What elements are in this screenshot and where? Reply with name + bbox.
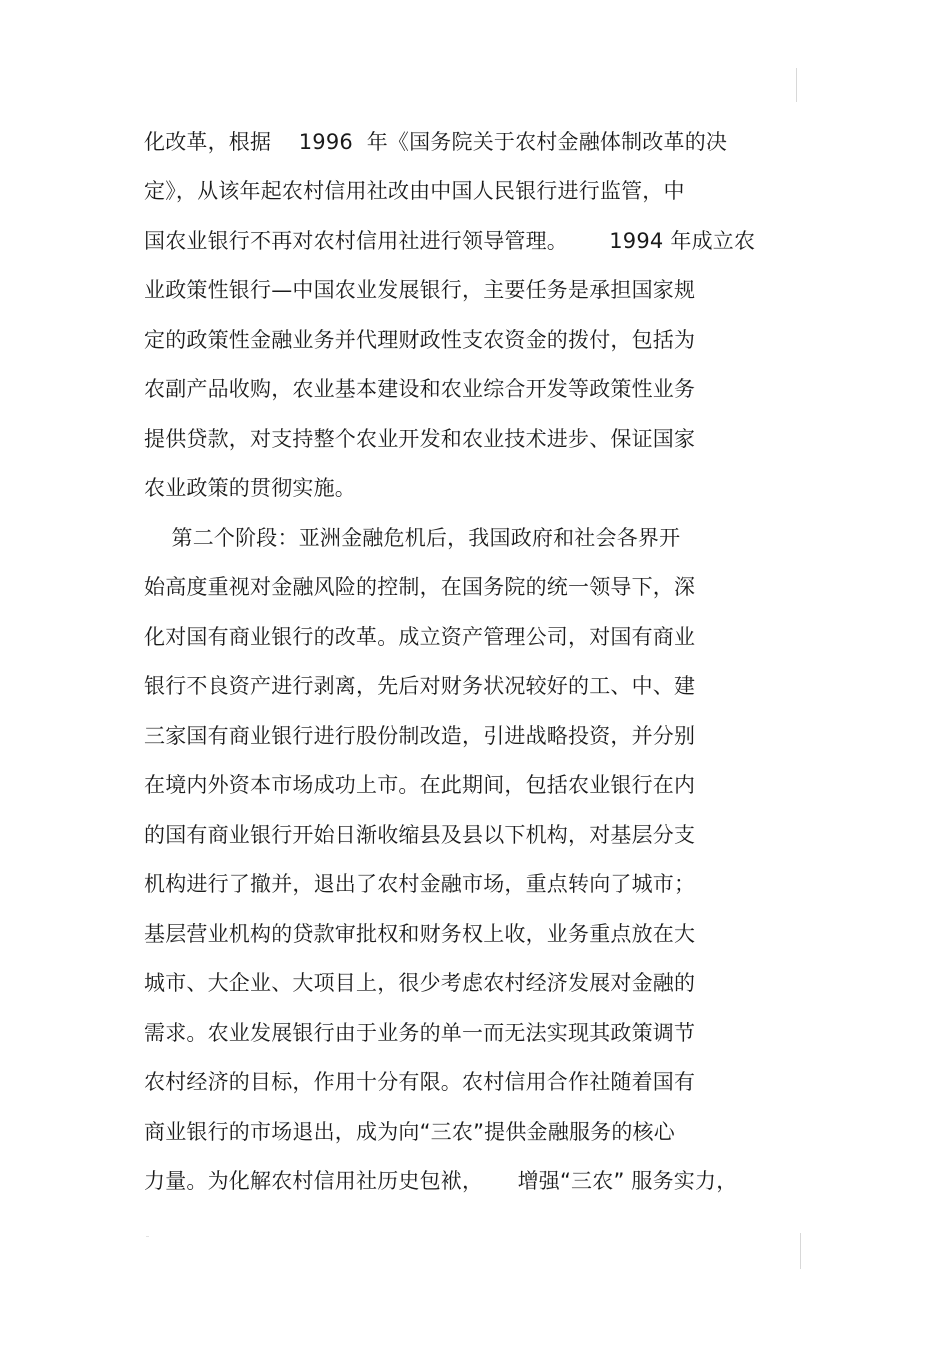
text-line-2: 定》，从该年起农村信用社改由中国人民银行进行监管，中 (144, 179, 685, 203)
text-line-20: 农村经济的目标，作用十分有限。农村信用合作社随着国有 (144, 1070, 696, 1094)
text-line-8: 农业政策的贯彻实施。 (144, 476, 356, 500)
text-line-21: 商业银行的市场退出，成为向“三农”提供金融服务的核心 (144, 1120, 675, 1144)
text-line-12: 银行不良资产进行剥离，先后对财务状况较好的工、中、建 (144, 674, 696, 698)
text-line-11: 化对国有商业银行的改革。成立资产管理公司，对国有商业 (144, 625, 696, 649)
text-line-19: 需求。农业发展银行由于业务的单一而无法实现其政策调节 (144, 1021, 696, 1045)
text-line-13: 三家国有商业银行进行股份制改造，引进战略投资，并分别 (144, 724, 696, 748)
text-line-9: 第二个阶段：亚洲金融危机后，我国政府和社会各界开 (144, 526, 681, 550)
text-line-6: 农副产品收购，农业基本建设和农业综合开发等政策性业务 (144, 377, 696, 401)
text-line-3: 国农业银行不再对农村信用社进行领导管理。 1994 年成立农 (144, 229, 756, 253)
text-line-17: 基层营业机构的贷款审批权和财务权上收，业务重点放在大 (144, 922, 696, 946)
text-line-22: 力量。为化解农村信用社历史包袱， 增强“三农” 服务实力， (144, 1169, 738, 1193)
text-line-4: 业政策性银行—中国农业发展银行，主要任务是承担国家规 (144, 278, 696, 302)
text-line-16: 机构进行了撤并，退出了农村金融市场，重点转向了城市； (144, 872, 696, 896)
margin-mark-bottom (800, 1233, 801, 1269)
text-line-7: 提供贷款，对支持整个农业开发和农业技术进步、保证国家 (144, 427, 696, 451)
margin-mark-dot (146, 1236, 149, 1237)
text-line-5: 定的政策性金融业务并代理财政性支农资金的拨付，包括为 (144, 328, 696, 352)
text-line-10: 始高度重视对金融风险的控制，在国务院的统一领导下，深 (144, 575, 696, 599)
text-line-14: 在境内外资本市场成功上市。在此期间，包括农业银行在内 (144, 773, 696, 797)
text-line-1: 化改革，根据 1996 年《国务院关于农村金融体制改革的决 (144, 130, 728, 154)
margin-mark-top (796, 68, 797, 102)
text-line-18: 城市、大企业、大项目上，很少考虑农村经济发展对金融的 (144, 971, 696, 995)
text-line-15: 的国有商业银行开始日渐收缩县及县以下机构，对基层分支 (144, 823, 696, 847)
